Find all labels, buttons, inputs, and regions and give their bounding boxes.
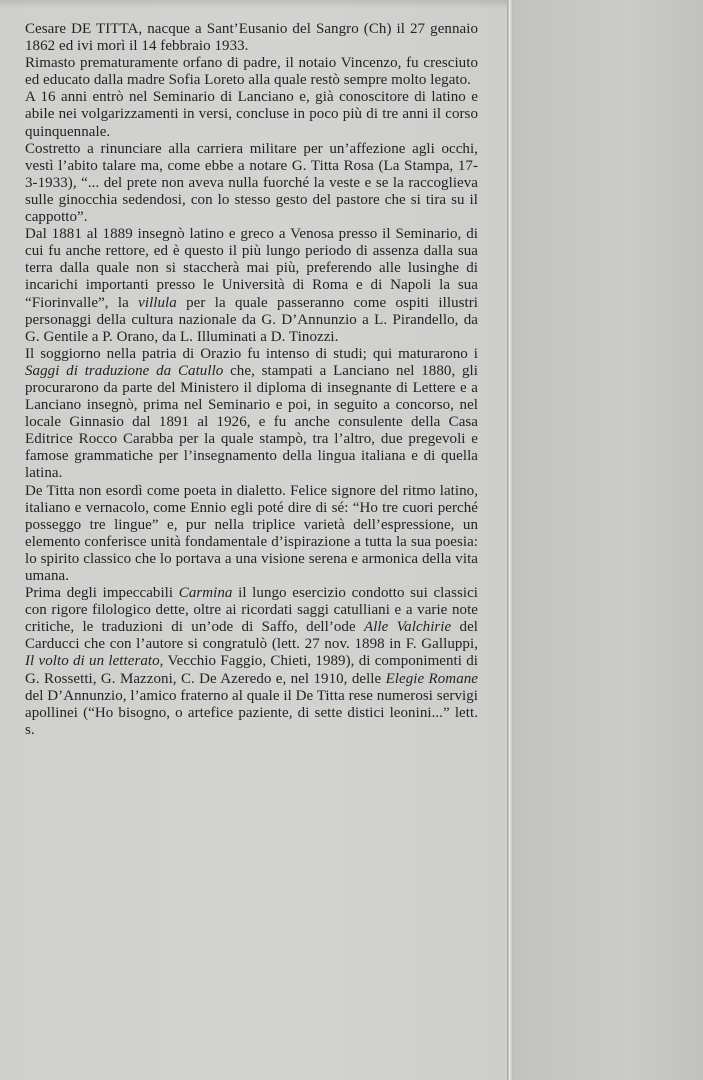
paragraph-text: Cesare DE TITTA, nacque a Sant’Eusanio del Sangro (Ch) il 27 gennaio 1862 ed ivi morì il 14 febbraio 1933. bbox=[25, 21, 478, 55]
biography-paragraph bbox=[25, 89, 478, 140]
paragraph-text: Prima degli impeccabili bbox=[25, 585, 179, 602]
paragraph-text: il lungo esercizio condotto sui classici con rigore filologico dette, oltre ai ricordati saggi catulliani e a varie note critiche, le traduzioni di un’ode di Saffo, dell’ode bbox=[25, 585, 478, 636]
paragraph-text: Rimasto prematuramente orfano di padre, il notaio Vincenzo, fu cresciuto ed educato dalla madre Sofia Loreto alla quale restò sempre molto legato. bbox=[25, 55, 478, 89]
italic-title: Saggi di traduzione da Catullo bbox=[25, 362, 224, 379]
biography-text bbox=[25, 21, 478, 739]
biography-paragraph bbox=[25, 483, 478, 586]
italic-title: Carmina bbox=[178, 585, 233, 602]
paragraph-text: Vecchio Faggio, Chieti, 1989), di componimenti di G. Rossetti, G. Mazzoni, C. De Azeredo e, nel 1910, delle bbox=[25, 653, 478, 687]
paragraph-text: Costretto a rinunciare alla carriera militare per un’affezione agli occhi, vestì l’abito talare ma, come ebbe a notare G. Titta Rosa (La Stampa, 17-3-1933), “... del prete non aveva nulla fuorché la veste e se la raccoglieva sulle ginocchia sedendosi, con lo stesso gesto del pastore che si tira su il cappotto”. bbox=[25, 140, 478, 226]
italic-title: Il volto di un letterato, bbox=[25, 653, 164, 670]
paragraph-text: Il soggiorno nella patria di Orazio fu intenso di studi; qui maturarono i bbox=[25, 345, 478, 362]
paragraph-text: del D’Annunzio, l’amico fraterno al quale il De Titta rese numerosi servigi apollinei (“Ho bisogno, o artefice paziente, di sette distici leonini...” lett. s. bbox=[25, 687, 478, 738]
italic-title: Elegie Romane bbox=[385, 670, 478, 687]
biography-paragraph bbox=[25, 226, 478, 346]
paragraph-text: Dal 1881 al 1889 insegnò latino e greco a Venosa presso il Seminario, di cui fu anche rettore, ed è questo il più lungo periodo di assenza dalla sua terra dalla quale non si staccherà mai più, preferendo alle lusinghe di incarichi importanti presso le Università di Roma e di Napoli la sua “Fiorinvalle”, la bbox=[25, 226, 478, 311]
paragraph-text: De Titta non esordì come poeta in dialetto. Felice signore del ritmo latino, italiano e vernacolo, come Ennio egli poté dire di sé: “Ho tre cuori perché posseggo tre lingue” e, pur nella triplice varietà dell’espressione, un elemento conferisce unità fondamentale d’ispirazione a tutta la sua poesia: lo spirito classico che lo portava a una visione serena e armonica della vita umana. bbox=[25, 482, 478, 584]
biography-paragraph bbox=[25, 585, 478, 739]
paragraph-text: per la quale passeranno come ospiti illustri personaggi della cultura nazionale da G. D’Annunzio a L. Pirandello, da G. Gentile a P. Orano, da L. Illuminati a D. Tinozzi. bbox=[25, 294, 478, 345]
biography-paragraph bbox=[25, 346, 478, 483]
italic-title: villula bbox=[138, 294, 177, 311]
cover-flap bbox=[513, 0, 703, 1080]
paragraph-text: del Carducci che con l’autore si congratulò (lett. 27 nov. 1898 in F. Galluppi, bbox=[25, 619, 478, 653]
paragraph-text: che, stampati a Lanciano nel 1880, gli procurarono da parte del Ministero il diploma di insegnante di Lettere e a Lanciano insegnò, prima nel Seminario e poi, in seguito a concorso, nel locale Ginnasio dal 1891 al 1926, e fu anche consulente della Casa Editrice Rocco Carabba per la quale stampò, tra l’altro, due pregevoli e famose grammatiche per l’insegnamento della lingua italiana e di quella latina. bbox=[25, 362, 478, 482]
italic-title: Alle Valchirie bbox=[363, 619, 452, 636]
biography-paragraph bbox=[25, 55, 478, 89]
biography-paragraph bbox=[25, 21, 478, 55]
biography-paragraph bbox=[25, 141, 478, 226]
paragraph-text: A 16 anni entrò nel Seminario di Lanciano e, già conoscitore di latino e abile nei volgarizzamenti in versi, concluse in poco più di tre anni il corso quinquennale. bbox=[25, 89, 478, 140]
